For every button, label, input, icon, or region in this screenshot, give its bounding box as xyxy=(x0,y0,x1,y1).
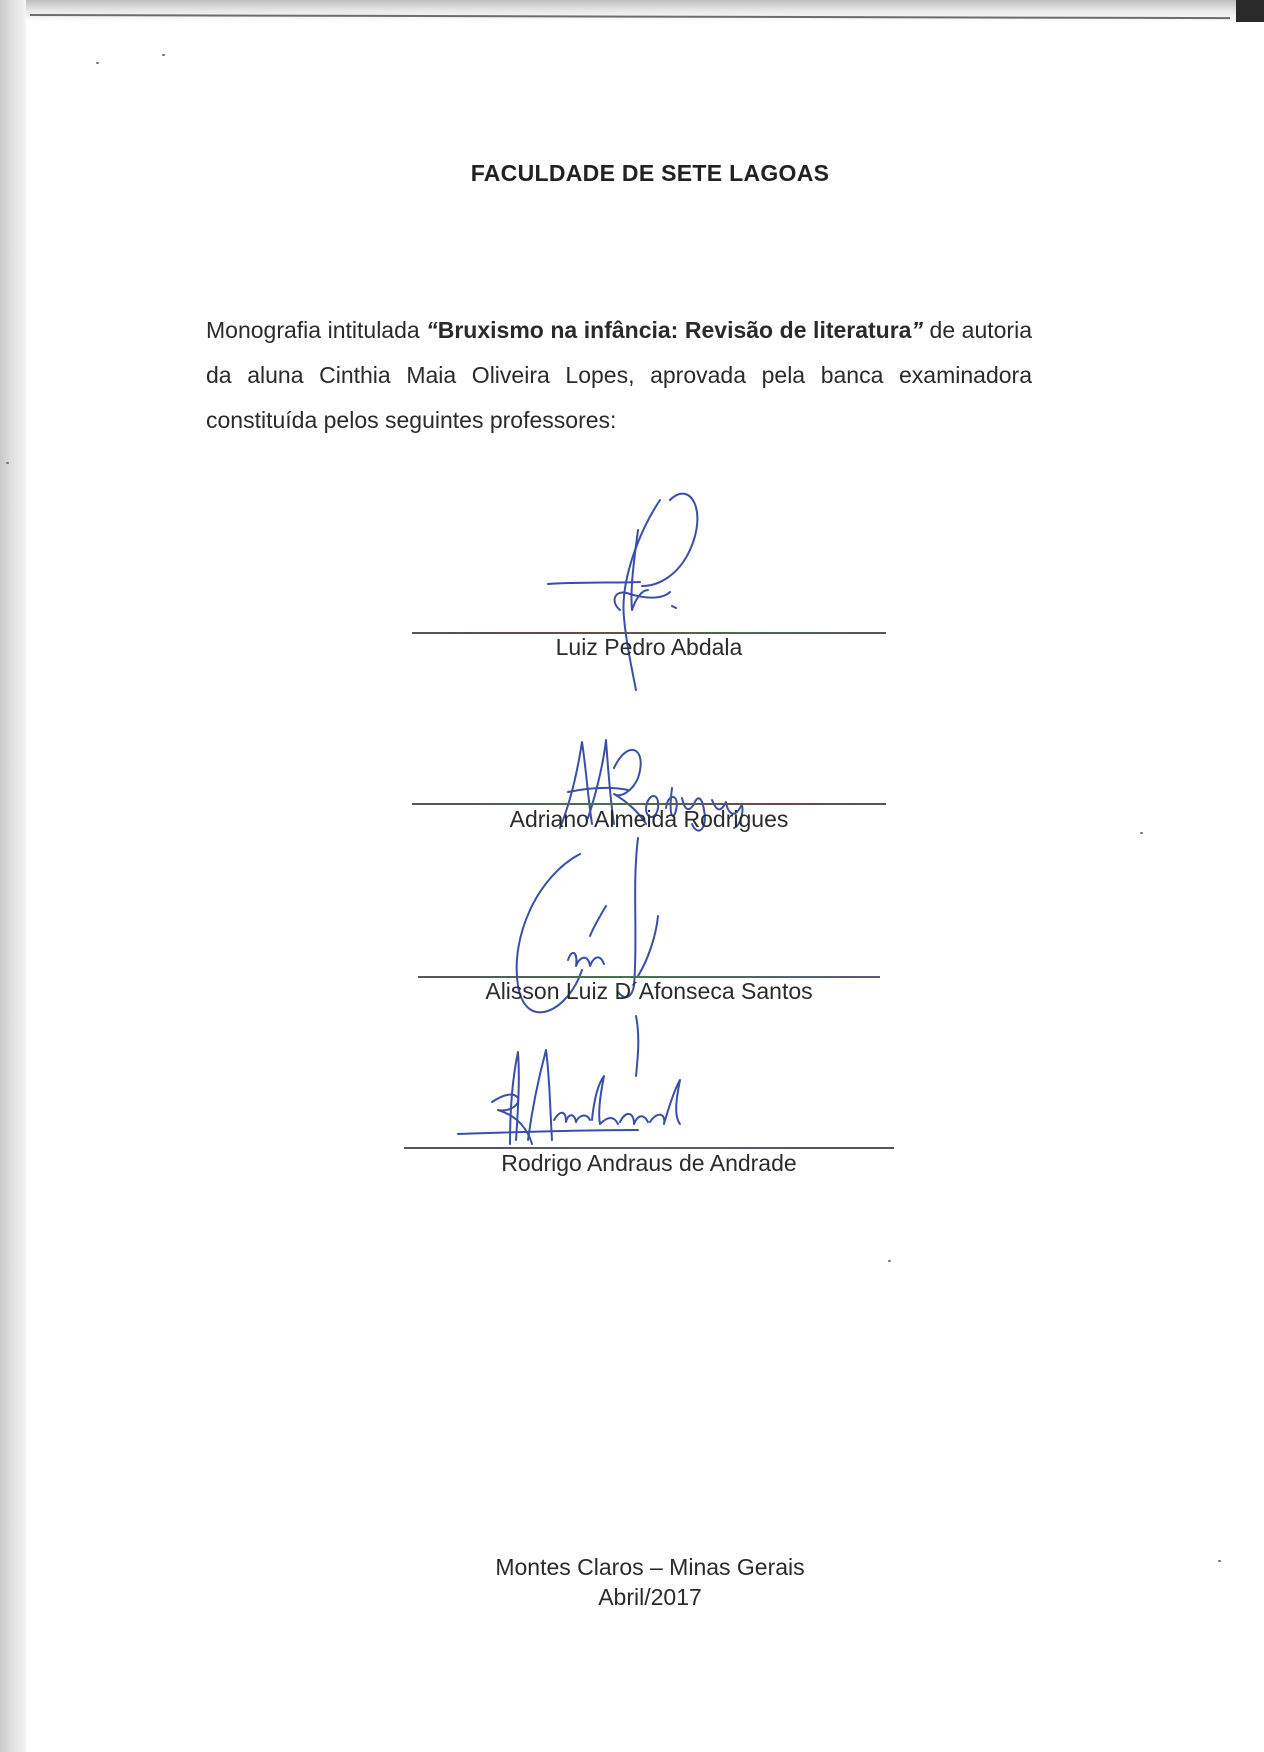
signature-rodrigo-andraus-de-andrade xyxy=(458,1040,738,1152)
open-quote: “ xyxy=(426,317,438,343)
scan-dust-speck xyxy=(888,1260,891,1262)
close-quote: ” xyxy=(911,317,923,343)
scan-dust-speck xyxy=(1140,832,1143,834)
scan-dust-speck xyxy=(96,62,99,64)
scan-shadow-top xyxy=(26,0,1236,22)
committee-member-name: Alisson Luiz D´Afonseca Santos xyxy=(485,978,813,1004)
committee-member-name: Luiz Pedro Abdala xyxy=(555,634,743,660)
place: Montes Claros – Minas Gerais xyxy=(495,1554,805,1580)
approval-statement xyxy=(206,308,1032,443)
scan-shadow-left xyxy=(0,0,26,1752)
signature-line xyxy=(404,1147,894,1149)
signature-line xyxy=(412,803,886,805)
committee-member-name: Rodrigo Andraus de Andrade xyxy=(501,1150,797,1176)
scan-corner-artifact xyxy=(1236,0,1264,22)
scan-dust-speck xyxy=(6,462,9,464)
scan-dust-speck xyxy=(162,54,165,56)
thesis-title: Bruxismo na infância: Revisão de literatura xyxy=(437,317,912,343)
institution-title: FACULDADE DE SETE LAGOAS xyxy=(470,160,830,186)
intro-lead: Monografia intitulada xyxy=(206,317,427,343)
date: Abril/2017 xyxy=(598,1584,702,1610)
intro-rest: de autoria da aluna Cinthia Maia Oliveira Lopes, aprovada pela banca examinadora constituída pelos seguintes professores: xyxy=(206,317,1032,433)
committee-member-name: Adriano Almeida Rodrigues xyxy=(509,806,789,832)
